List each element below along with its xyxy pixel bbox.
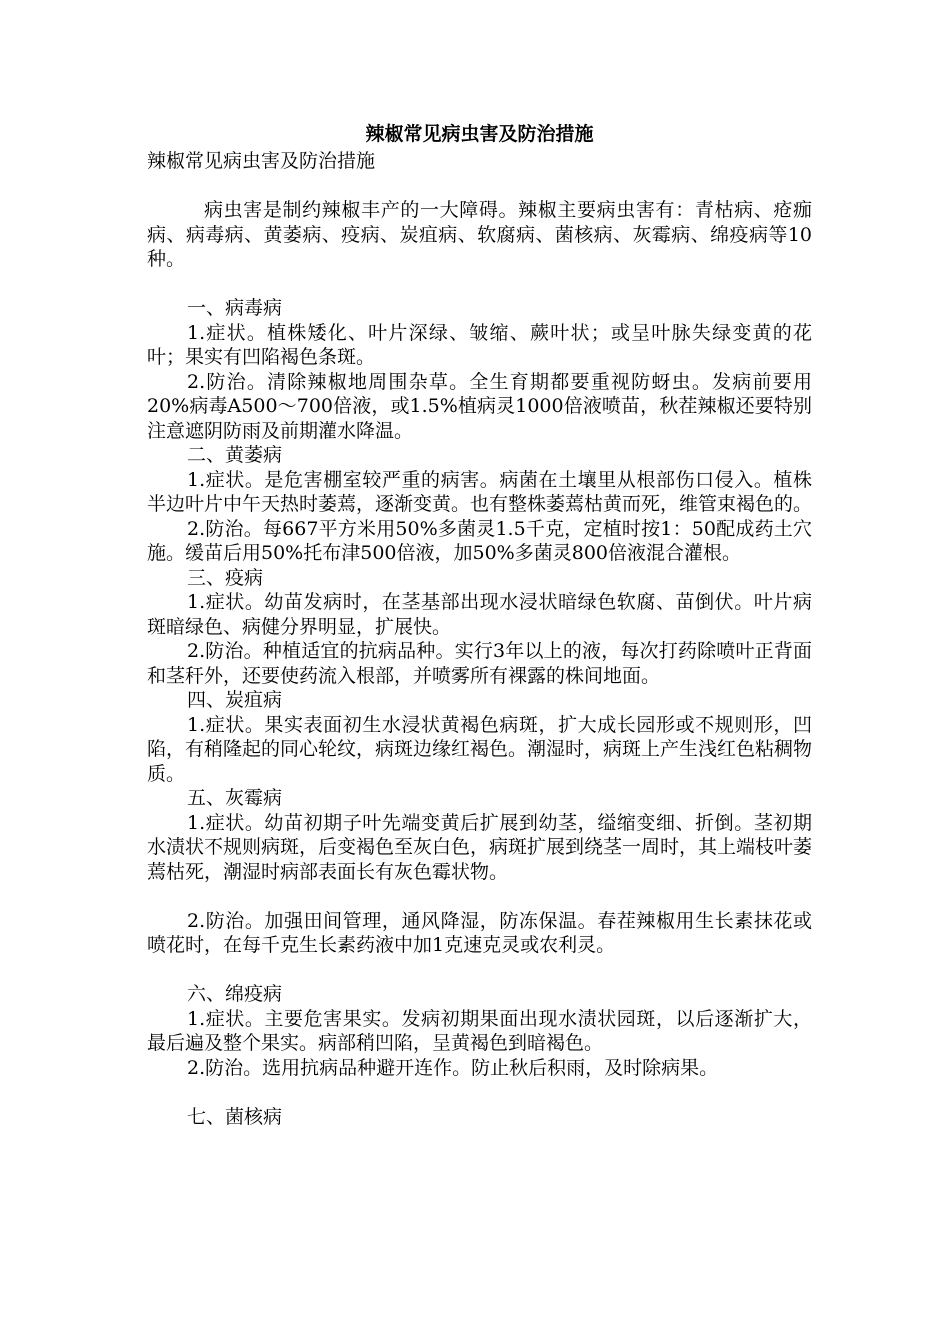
spacer bbox=[147, 958, 812, 983]
section-paragraph: 2.防治。每667平方米用50%多菌灵1.5千克，定植时按1：50配成药土穴施。缓苗后用50%托布津500倍液，加50%多菌灵800倍液混合灌根。 bbox=[147, 517, 812, 564]
document-title: 辣椒常见病虫害及防治措施 bbox=[365, 123, 594, 145]
section-heading: 七、菌核病 bbox=[187, 1105, 283, 1128]
spacer bbox=[147, 1080, 812, 1105]
spacer bbox=[147, 884, 812, 909]
section-paragraph: 1.症状。幼苗初期子叶先端变黄后扩展到幼茎，缢缩变细、折倒。茎初期水渍状不规则病斑，后变褐色至灰白色，病斑扩展到绕茎一周时，其上端枝叶萎蔫枯死，潮湿时病部表面长有灰色霉状物。 bbox=[147, 811, 813, 883]
section-paragraph: 1.症状。是危害棚室较严重的病害。病菌在土壤里从根部伤口侵入。植株半边叶片中午天热时萎蔫，逐渐变黄。也有整株萎蔫枯黄而死，维管束褐色的。 bbox=[147, 468, 813, 515]
section-heading: 三、疫病 bbox=[187, 566, 264, 589]
section-paragraph: 2.防治。选用抗病品种避开连作。防止秋后积雨，及时除病果。 bbox=[187, 1056, 719, 1079]
section-heading: 二、黄萎病 bbox=[187, 444, 283, 466]
section-heading: 六、绵疫病 bbox=[187, 983, 283, 1005]
section-heading: 四、炭疽病 bbox=[187, 689, 283, 711]
section-paragraph: 2.防治。清除辣椒地周围杂草。全生育期都要重视防蚜虫。发病前要用20%病毒A500～700倍液，或1.5%植病灵1000倍液喷苗，秋茬辣椒还要特别注意遮阴防雨及前期灌水降温。 bbox=[147, 370, 812, 442]
spacer bbox=[147, 272, 812, 297]
section-paragraph: 1.症状。幼苗发病时，在茎基部出现水浸状暗绿色软腐、苗倒伏。叶片病斑暗绿色、病健分界明显，扩展快。 bbox=[147, 591, 812, 638]
section-paragraph: 2.防治。种植适宜的抗病品种。实行3年以上的液，每次打药除喷叶正背面和茎秆外，还要使药流入根部，并喷雾所有裸露的株间地面。 bbox=[147, 640, 812, 687]
section-paragraph: 1.症状。植株矮化、叶片深绿、皱缩、蕨叶状；或呈叶脉失绿变黄的花叶；果实有凹陷褐色条斑。 bbox=[147, 321, 812, 368]
section-paragraph: 1.症状。果实表面初生水浸状黄褐色病斑，扩大成长园形或不规则形，凹陷，有稍隆起的同心轮纹，病斑边缘红褐色。潮湿时，病斑上产生浅红色粘稠物质。 bbox=[147, 713, 813, 785]
section-paragraph: 1.症状。主要危害果实。发病初期果面出现水渍状园斑，以后逐渐扩大，最后遍及整个果实。病部稍凹陷，呈黄褐色到暗褐色。 bbox=[147, 1007, 812, 1054]
intro-paragraph: 病虫害是制约辣椒丰产的一大障碍。辣椒主要病虫害有：青枯病、疮痂病、病毒病、黄萎病、疫病、炭疽病、软腐病、菌核病、灰霉病、绵疫病等10种。 bbox=[147, 199, 812, 270]
document-subtitle: 辣椒常见病虫害及防治措施 bbox=[147, 150, 376, 172]
spacer bbox=[147, 174, 812, 199]
document-page bbox=[147, 120, 812, 1129]
section-heading: 一、病毒病 bbox=[187, 297, 283, 319]
section-heading: 五、灰霉病 bbox=[187, 787, 283, 809]
section-paragraph: 2.防治。加强田间管理，通风降湿，防冻保温。春茬辣椒用生长素抹花或喷花时，在每千克生长素药液中加1克速克灵或农利灵。 bbox=[147, 909, 812, 956]
